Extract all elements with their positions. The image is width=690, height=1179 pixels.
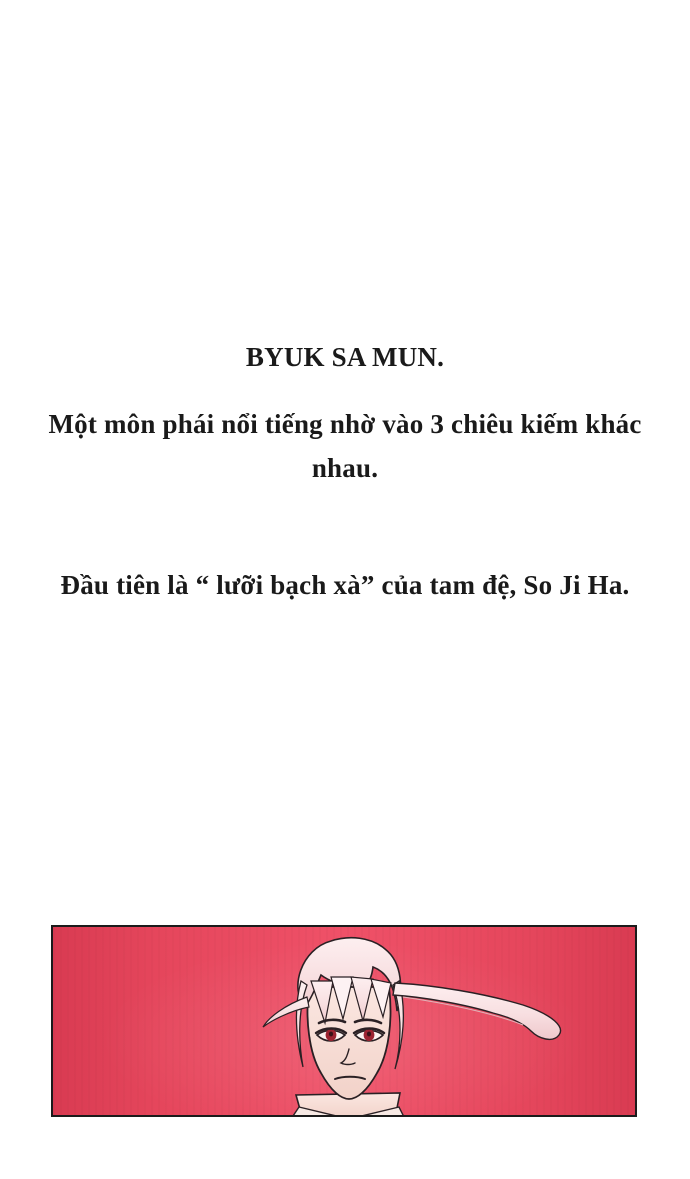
comic-panel xyxy=(51,925,637,1117)
character-portrait-icon xyxy=(53,927,637,1117)
narration-title: BYUK SA MUN. xyxy=(245,342,445,372)
narration-closing: Đầu tiên là “ lưỡi bạch xà” của tam đệ, So Ji Ha. xyxy=(60,570,630,600)
narration-body: Một môn phái nổi tiếng nhờ vào 3 chiêu kiếm khác nhau. xyxy=(48,409,642,483)
narration-block xyxy=(0,340,690,602)
narration-spacer xyxy=(0,490,690,568)
